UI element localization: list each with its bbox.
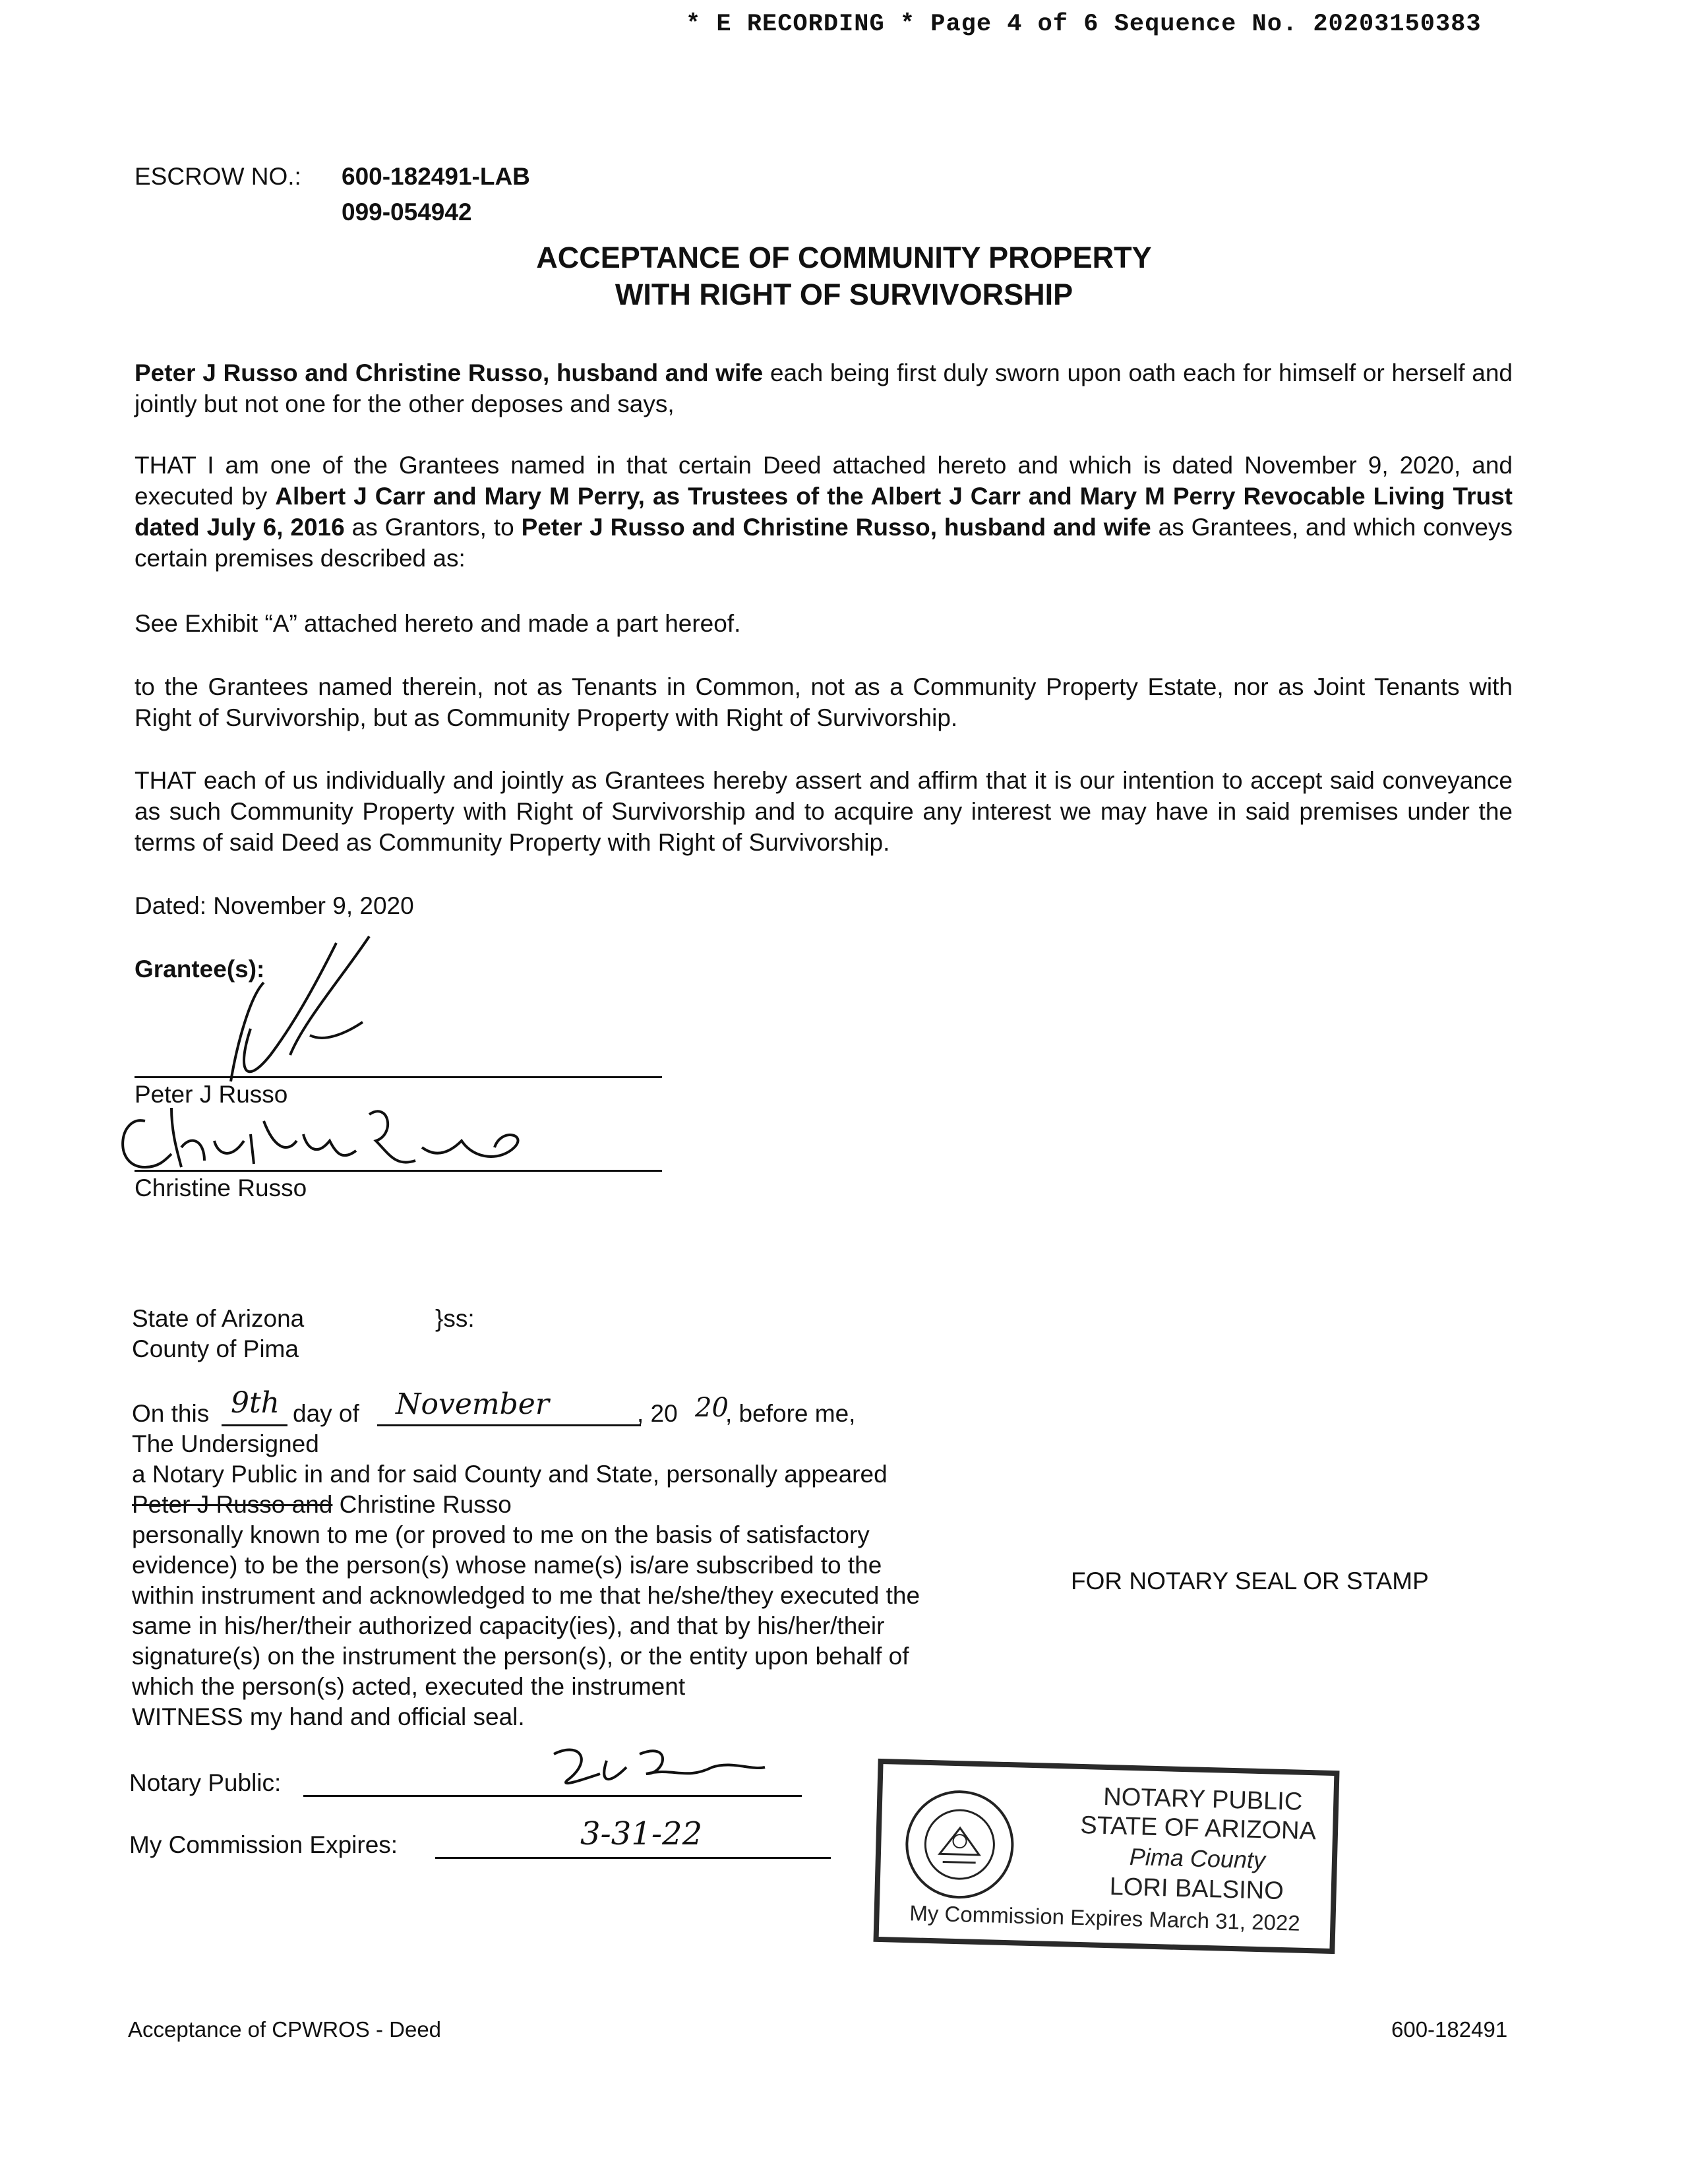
footer-left: Acceptance of CPWROS - Deed [128,2017,442,2042]
signature-peter [211,923,409,1121]
grantee2-name: Christine Russo [135,1174,307,1201]
grantees-names: Peter J Russo and Christine Russo, husband and wife [521,514,1151,541]
notary-body-line: within instrument and acknowledged to me that he/she/they executed the [132,1582,920,1609]
grantees-label: Grantee(s): [135,956,265,983]
notary-body-line: personally known to me (or proved to me on the basis of satisfactory [132,1521,870,1548]
affiants-names: Peter J Russo and Christine Russo, husband and wife [135,359,764,386]
stamp-line2: STATE OF ARIZONA [1079,1811,1317,1846]
recording-header: * E RECORDING * Page 4 of 6 Sequence No. 20203150383 [686,11,1482,38]
day-handwritten: 9th [231,1386,280,1420]
month-blank [377,1424,641,1426]
state-seal-icon [902,1787,1017,1902]
notary-body-line: same in his/her/their authorized capacity(ies), and that by his/her/their [132,1612,885,1639]
stamp-line3: Pima County [1129,1842,1266,1874]
day-blank [222,1424,287,1426]
venue-ss: }ss: [435,1305,475,1332]
before-me: , before me, [725,1400,856,1427]
appeared-names [132,1489,512,1520]
deed-text-2: as Grantors, to [344,514,522,541]
notary-stamp [873,1759,1339,1954]
paragraph-affiants [135,357,1513,419]
escrow-number: 600-182491-LAB [342,163,530,190]
year-prefix: , 20 [637,1400,678,1427]
signature-christine [106,1095,541,1187]
footer-right: 600-182491 [1391,2017,1508,2042]
notary-body-line: which the person(s) acted, executed the instrument [132,1673,686,1700]
document-title-line2: WITH RIGHT OF SURVIVORSHIP [615,278,1073,311]
venue-state: State of Arizona [132,1305,305,1332]
day-of-label: day of [293,1400,359,1427]
year-handwritten: 20 [695,1393,729,1423]
deed-text-3: as Grantees, and which conveys certain premises described as: [135,514,1513,572]
escrow-label: ESCROW NO.: [135,163,301,190]
stamp-line5: My Commission Expires March 31, 2022 [909,1900,1301,1935]
seal-label: FOR NOTARY SEAL OR STAMP [1071,1567,1429,1594]
stamp-line1: NOTARY PUBLIC [1102,1782,1303,1816]
grantors-names: Albert J Carr and Mary M Perry, as Trustees of the Albert J Carr and Mary M Perry Revocable Living Trust dated July 6, 2016 [135,483,1513,541]
notary-public-label: Notary Public: [129,1769,282,1796]
commission-label: My Commission Expires: [129,1831,398,1858]
affiants-text: each being first duly sworn upon oath each for himself or herself and jointly but not one for the other deposes and says, [135,359,1513,417]
grantee1-name: Peter J Russo [135,1081,288,1108]
notary-body-line: evidence) to be the person(s) whose name(s) is/are subscribed to the [132,1552,882,1579]
venue-county: County of Pima [132,1335,299,1362]
struck-names: Peter J Russo and [132,1491,333,1518]
appeared-name: Christine Russo [332,1491,512,1518]
paragraph-affirmation: THAT each of us individually and jointly as Grantees hereby assert and affirm that it is our intention to accept said conveyance as such Community Property with Right of Survivorship and to acquire any interest we may have in said premises under the terms of said Deed as Community Property with Right of Survivorship. [135,767,1513,856]
month-handwritten: November [396,1387,549,1421]
commission-line [435,1857,831,1859]
deed-text-1: THAT I am one of the Grantees named in that certain Deed attached hereto and which is dated November 9, 2020, and executed by [135,452,1513,510]
document-title-line1: ACCEPTANCE OF COMMUNITY PROPERTY [536,241,1152,274]
notary-body-line: signature(s) on the instrument the person(s), or the entity upon behalf of [132,1643,909,1670]
escrow-second-number: 099-054942 [342,198,472,226]
paragraph-deed [135,450,1513,574]
paragraph-tenancy: to the Grantees named therein, not as Tenants in Common, not as a Community Property Estate, nor as Joint Tenants with Right of Survivorship, but as Community Property with Right of Survivorship. [135,673,1513,731]
dated-line: Dated: November 9, 2020 [135,892,414,919]
notary-body-line: WITNESS my hand and official seal. [132,1703,525,1730]
commission-handwritten: 3-31-22 [580,1815,703,1852]
paragraph-exhibit: See Exhibit “A” attached hereto and made a part hereof. [135,610,741,637]
on-this-label: On this [132,1400,210,1427]
appeared-line: a Notary Public in and for said County and State, personally appeared [132,1461,888,1488]
stamp-line4: LORI BALSINO [1109,1873,1284,1906]
notary-signature [541,1741,778,1800]
undersigned: The Undersigned [132,1430,319,1457]
